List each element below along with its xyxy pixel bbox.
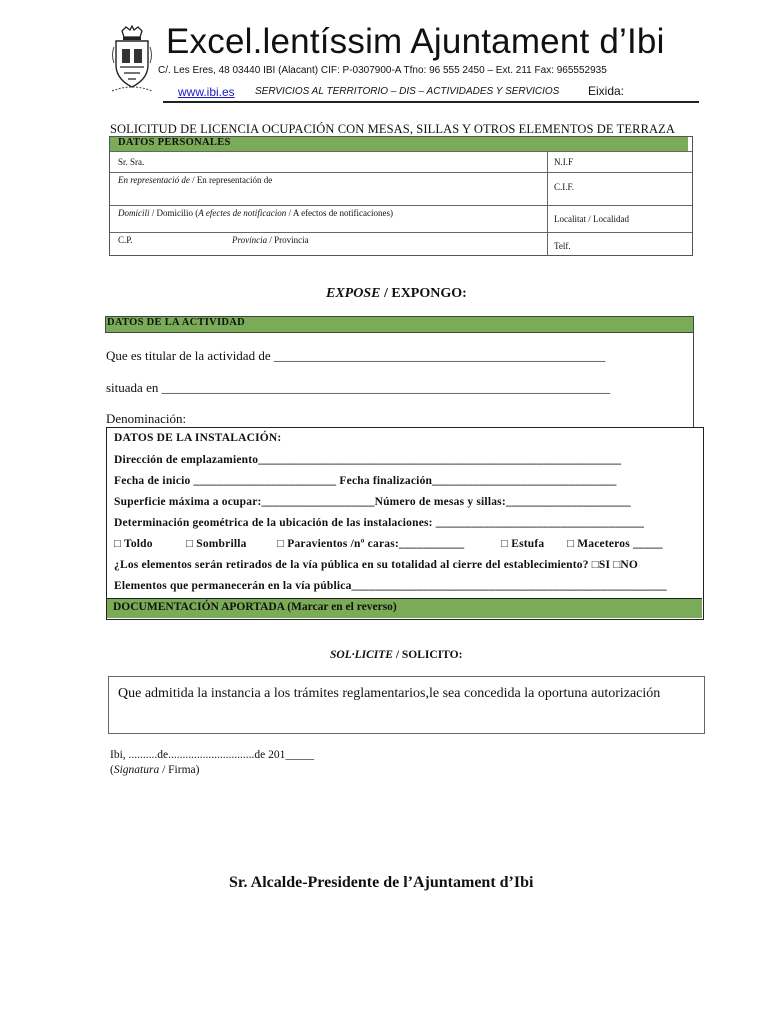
coat-of-arms-icon xyxy=(110,25,154,95)
phone-field-label[interactable]: Telf. xyxy=(554,241,571,251)
header-divider xyxy=(163,101,699,103)
installation-address-field[interactable]: Dirección de emplazamiento_____________________________________________________________ xyxy=(114,454,622,466)
installation-data-section xyxy=(106,427,704,620)
nif-field-label[interactable]: N.I.F xyxy=(554,157,574,167)
row-divider xyxy=(110,205,692,206)
postal-code-field-label[interactable]: C.P. xyxy=(118,235,133,245)
activity-name-field[interactable]: Denominación: xyxy=(106,411,187,426)
name-field-label[interactable]: Sr. Sra. xyxy=(118,157,145,167)
domicile-field-label[interactable]: Domicili / Domicilio (A efectes de notificacion / A efectos de notificaciones) xyxy=(118,208,394,218)
column-divider xyxy=(547,151,548,256)
province-field-label[interactable]: Província / Provincia xyxy=(232,235,309,245)
cif-field-label[interactable]: C.I.F. xyxy=(554,182,575,192)
request-text: Que admitida la instancia a los trámites reglamentarios,le sea concedida la oportuna autorización xyxy=(118,686,661,701)
request-heading: SOL·LICITE / SOLICITO: xyxy=(330,649,463,661)
heater-checkbox[interactable]: □ Estufa xyxy=(501,538,545,550)
activity-data-title: DATOS DE LA ACTIVIDAD xyxy=(107,317,246,328)
planters-checkbox[interactable]: □ Maceteros _____ xyxy=(567,538,663,550)
installation-data-title: DATOS DE LA INSTALACIÓN: xyxy=(114,432,282,444)
exit-label: Eixida: xyxy=(588,84,625,98)
windbreak-checkbox[interactable]: □ Paravientos /nº caras:___________ xyxy=(277,538,465,550)
row-divider xyxy=(110,151,692,152)
installation-dates-field[interactable]: Fecha de inicio ________________________ Fecha finalización_______________________________ xyxy=(114,475,617,487)
installation-geometry-field[interactable]: Determinación geométrica de la ubicación de las instalaciones: ___________________________________ xyxy=(114,517,645,529)
installation-surface-field[interactable]: Superficie máxima a ocupar:___________________Número de mesas y sillas:_____________________ xyxy=(114,496,631,508)
awning-checkbox[interactable]: □ Toldo xyxy=(114,538,153,550)
row-divider xyxy=(110,232,692,233)
signature-label: (Signatura / Firma) xyxy=(110,764,200,776)
removal-question[interactable]: ¿Los elementos serán retirados de la vía pública en su totalidad al cierre del establecimiento? □SI □NO xyxy=(114,559,639,571)
umbrella-checkbox[interactable]: □ Sombrilla xyxy=(186,538,247,550)
request-box xyxy=(108,676,705,734)
representation-field-label[interactable]: En representació de / En representación de xyxy=(118,175,273,185)
municipality-title: Excel.lentíssim Ajuntament d’Ibi xyxy=(166,22,665,61)
documentation-title: DOCUMENTACIÓN APORTADA (Marcar en el reverso) xyxy=(113,601,397,613)
expose-heading: EXPOSE / EXPONGO: xyxy=(326,286,467,301)
addressee: Sr. Alcalde-Presidente de l’Ajuntament d’Ibi xyxy=(229,874,534,891)
municipality-address: C/. Les Eres, 48 03440 IBI (Alacant) CIF: P-0307900-A Tfno: 96 555 2450 – Ext. 211 Fax: 965552935 xyxy=(158,65,607,76)
permanent-elements-field[interactable]: Elementos que permanecerán en la vía pública_____________________________________________________ xyxy=(114,580,667,592)
department-name: SERVICIOS AL TERRITORIO – DIS – ACTIVIDADES Y SERVICIOS xyxy=(255,86,560,97)
form-title: SOLICITUD DE LICENCIA OCUPACIÓN CON MESAS, SILLAS Y OTROS ELEMENTOS DE TERRAZA xyxy=(110,122,676,136)
date-field[interactable]: Ibi, ..........de..............................de 201_____ xyxy=(110,749,315,761)
activity-location-field[interactable]: situada en _____________________________________________________________________ xyxy=(106,380,611,395)
website-link[interactable]: www.ibi.es xyxy=(178,85,235,99)
personal-data-table xyxy=(109,136,693,256)
activity-data-section xyxy=(105,316,694,428)
personal-data-title: DATOS PERSONALES xyxy=(118,137,231,148)
locality-field-label[interactable]: Localitat / Localidad xyxy=(554,214,629,224)
activity-holder-field[interactable]: Que es titular de la actividad de ___________________________________________________ xyxy=(106,348,606,363)
row-divider xyxy=(110,172,692,173)
